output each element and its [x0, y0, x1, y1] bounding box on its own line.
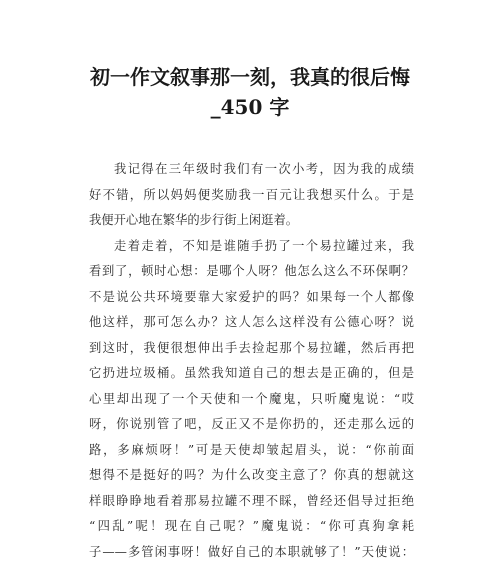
text-line: 想得不是挺好的吗？为什么改变主意了？你真的想就这 [89, 468, 414, 482]
article-title [40, 62, 460, 122]
title-line-2: _450 字 [210, 95, 290, 119]
text-line: 子——多管闲事呀！做好自己的本职就够了！”天使说： [89, 544, 414, 559]
text-line: 到这时，我便很想伸出手去捡起那个易拉罐，然后再把 [89, 340, 414, 355]
text-line: “四乱”呢！现在自己呢？”魔鬼说：“你可真狗拿耗 [89, 519, 414, 533]
text-line: 样眼睁睁地看着那易拉罐不理不睬，曾经还倡导过拒绝 [89, 493, 414, 508]
article-body [89, 157, 414, 565]
text-line: 他这样，那可怎么办？这人怎么这样没有公德心呀？说 [89, 315, 414, 329]
text-line: 它扔进垃圾桶。虽然我知道自己的想去是正确的，但是 [89, 366, 414, 380]
title-line-1: 初一作文叙事那一刻，我真的很后悔 [90, 65, 410, 89]
text-line: 走着走着，不知是谁随手扔了一个易拉罐过来，我 [114, 238, 414, 253]
text-line: 呀，你说别管了吧，反正又不是你扔的，还走那么远的 [89, 417, 414, 431]
paragraph-2 [89, 234, 414, 566]
paragraph-1 [89, 157, 414, 234]
text-line: 好不错，所以妈妈便奖励我一百元让我想买什么。于是 [89, 187, 414, 202]
text-line: 我便开心地在繁华的步行街上闲逛着。 [89, 213, 299, 227]
text-line: 不是说公共环境要靠大家爱护的吗？如果每一个人都像 [89, 289, 414, 304]
text-line: 心里却出现了一个天使和一个魔鬼，只听魔鬼说：“哎 [89, 391, 414, 406]
text-line: 看到了，顿时心想：是哪个人呀？他怎么这么不环保啊？ [89, 264, 414, 278]
text-line: 我记得在三年级时我们有一次小考，因为我的成绩 [114, 162, 414, 176]
text-line: 路，多麻烦呀！”可是天使却皱起眉头，说：“你前面 [89, 442, 414, 457]
